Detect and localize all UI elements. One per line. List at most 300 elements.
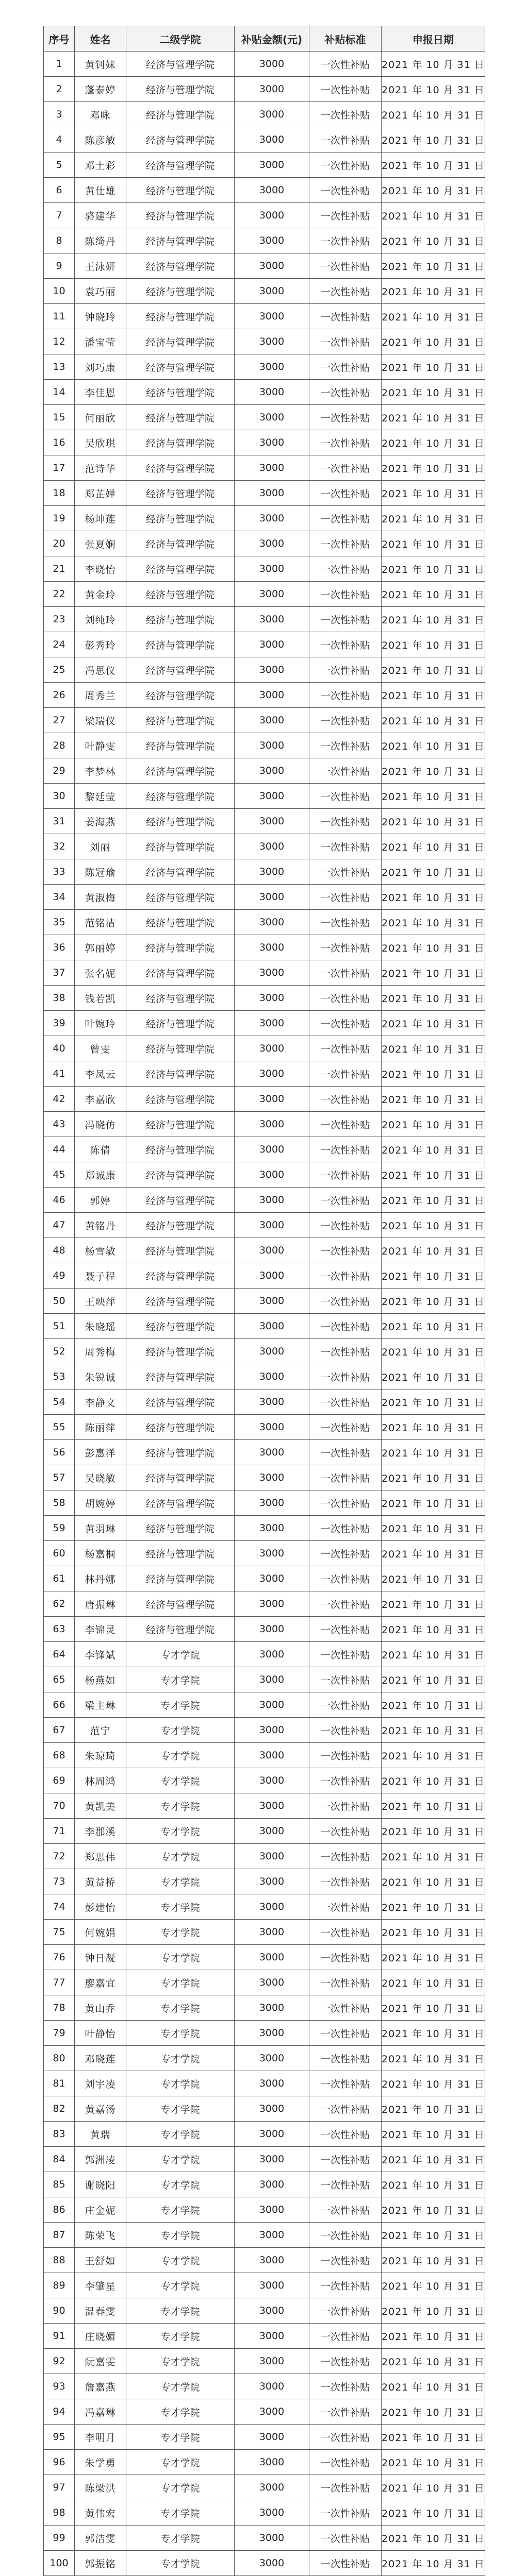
row-date: 2021 年 10 月 31 日 bbox=[382, 1844, 485, 1869]
row-date: 2021 年 10 月 31 日 bbox=[382, 582, 485, 607]
table-row bbox=[44, 152, 485, 178]
row-amount: 3000 bbox=[235, 1162, 309, 1188]
row-amount: 3000 bbox=[235, 758, 309, 784]
row-amount: 3000 bbox=[235, 986, 309, 1011]
row-college: 专才学院 bbox=[126, 2273, 235, 2298]
row-date: 2021 年 10 月 31 日 bbox=[382, 1667, 485, 1692]
row-index: 62 bbox=[44, 1591, 75, 1617]
row-index: 66 bbox=[44, 1692, 75, 1718]
row-amount: 3000 bbox=[235, 455, 309, 481]
row-standard: 一次性补贴 bbox=[309, 380, 382, 405]
row-standard: 一次性补贴 bbox=[309, 1819, 382, 1844]
row-date: 2021 年 10 月 31 日 bbox=[382, 1516, 485, 1541]
row-amount: 3000 bbox=[235, 1213, 309, 1238]
table-row bbox=[44, 2324, 485, 2349]
table-row bbox=[44, 910, 485, 935]
table-row bbox=[44, 1566, 485, 1591]
row-date: 2021 年 10 月 31 日 bbox=[382, 1617, 485, 1642]
row-index: 58 bbox=[44, 1490, 75, 1516]
row-college: 经济与管理学院 bbox=[126, 784, 235, 809]
row-college: 专才学院 bbox=[126, 2526, 235, 2551]
row-college: 经济与管理学院 bbox=[126, 506, 235, 531]
row-college: 专才学院 bbox=[126, 1970, 235, 1995]
row-date: 2021 年 10 月 31 日 bbox=[382, 1364, 485, 1389]
row-name: 范诗华 bbox=[75, 455, 126, 481]
row-college: 经济与管理学院 bbox=[126, 1036, 235, 1061]
row-college: 经济与管理学院 bbox=[126, 430, 235, 455]
row-standard: 一次性补贴 bbox=[309, 2147, 382, 2172]
row-index: 69 bbox=[44, 1768, 75, 1793]
row-date: 2021 年 10 月 31 日 bbox=[382, 52, 485, 77]
row-standard: 一次性补贴 bbox=[309, 733, 382, 758]
row-index: 77 bbox=[44, 1970, 75, 1995]
row-date: 2021 年 10 月 31 日 bbox=[382, 935, 485, 960]
row-amount: 3000 bbox=[235, 1945, 309, 1970]
row-standard: 一次性补贴 bbox=[309, 1667, 382, 1692]
row-standard: 一次性补贴 bbox=[309, 52, 382, 77]
row-date: 2021 年 10 月 31 日 bbox=[382, 1061, 485, 1087]
table-row bbox=[44, 809, 485, 834]
row-amount: 3000 bbox=[235, 2046, 309, 2071]
row-amount: 3000 bbox=[235, 2450, 309, 2475]
row-name: 陈冠瑜 bbox=[75, 859, 126, 885]
row-standard: 一次性补贴 bbox=[309, 1188, 382, 1213]
table-row bbox=[44, 1061, 485, 1087]
row-index: 33 bbox=[44, 859, 75, 885]
row-college: 经济与管理学院 bbox=[126, 1087, 235, 1112]
row-college: 经济与管理学院 bbox=[126, 1263, 235, 1289]
row-date: 2021 年 10 月 31 日 bbox=[382, 885, 485, 910]
row-college: 专才学院 bbox=[126, 1743, 235, 1768]
table-row bbox=[44, 2500, 485, 2526]
table-row bbox=[44, 2071, 485, 2096]
row-amount: 3000 bbox=[235, 708, 309, 733]
row-date: 2021 年 10 月 31 日 bbox=[382, 1793, 485, 1819]
row-standard: 一次性补贴 bbox=[309, 859, 382, 885]
row-college: 经济与管理学院 bbox=[126, 329, 235, 354]
row-amount: 3000 bbox=[235, 2197, 309, 2223]
table-row bbox=[44, 1793, 485, 1819]
row-amount: 3000 bbox=[235, 1289, 309, 1314]
row-standard: 一次性补贴 bbox=[309, 2197, 382, 2223]
row-amount: 3000 bbox=[235, 1061, 309, 1087]
row-college: 专才学院 bbox=[126, 1920, 235, 1945]
row-index: 78 bbox=[44, 1995, 75, 2021]
row-amount: 3000 bbox=[235, 1768, 309, 1793]
row-index: 35 bbox=[44, 910, 75, 935]
row-standard: 一次性补贴 bbox=[309, 2374, 382, 2399]
row-date: 2021 年 10 月 31 日 bbox=[382, 1263, 485, 1289]
row-standard: 一次性补贴 bbox=[309, 1793, 382, 1819]
row-standard: 一次性补贴 bbox=[309, 1591, 382, 1617]
row-date: 2021 年 10 月 31 日 bbox=[382, 834, 485, 859]
row-name: 刘丽 bbox=[75, 834, 126, 859]
row-standard: 一次性补贴 bbox=[309, 2551, 382, 2576]
row-name: 李佳恩 bbox=[75, 380, 126, 405]
row-index: 44 bbox=[44, 1137, 75, 1162]
subsidy-table bbox=[43, 26, 485, 2576]
row-name: 李嘉欣 bbox=[75, 1087, 126, 1112]
row-amount: 3000 bbox=[235, 354, 309, 380]
row-amount: 3000 bbox=[235, 1869, 309, 1894]
row-college: 经济与管理学院 bbox=[126, 1011, 235, 1036]
row-index: 14 bbox=[44, 380, 75, 405]
row-amount: 3000 bbox=[235, 2172, 309, 2197]
table-row bbox=[44, 2349, 485, 2374]
row-name: 彭惠洋 bbox=[75, 1440, 126, 1465]
row-index: 40 bbox=[44, 1036, 75, 1061]
row-index: 95 bbox=[44, 2425, 75, 2450]
table-row bbox=[44, 1642, 485, 1667]
row-name: 何婉娟 bbox=[75, 1920, 126, 1945]
row-name: 曾雯 bbox=[75, 1036, 126, 1061]
row-standard: 一次性补贴 bbox=[309, 253, 382, 279]
row-college: 经济与管理学院 bbox=[126, 859, 235, 885]
row-index: 81 bbox=[44, 2071, 75, 2096]
row-date: 2021 年 10 月 31 日 bbox=[382, 1087, 485, 1112]
row-index: 13 bbox=[44, 354, 75, 380]
row-index: 63 bbox=[44, 1617, 75, 1642]
row-name: 唐振琳 bbox=[75, 1591, 126, 1617]
row-name: 陈丽萍 bbox=[75, 1415, 126, 1440]
row-amount: 3000 bbox=[235, 253, 309, 279]
table-row bbox=[44, 1112, 485, 1137]
row-date: 2021 年 10 月 31 日 bbox=[382, 1945, 485, 1970]
row-amount: 3000 bbox=[235, 1087, 309, 1112]
row-date: 2021 年 10 月 31 日 bbox=[382, 607, 485, 632]
row-amount: 3000 bbox=[235, 2298, 309, 2324]
row-college: 专才学院 bbox=[126, 2223, 235, 2248]
row-index: 84 bbox=[44, 2147, 75, 2172]
row-standard: 一次性补贴 bbox=[309, 1137, 382, 1162]
row-name: 郭洁雯 bbox=[75, 2526, 126, 2551]
table-row bbox=[44, 1970, 485, 1995]
row-college: 经济与管理学院 bbox=[126, 1061, 235, 1087]
row-date: 2021 年 10 月 31 日 bbox=[382, 1768, 485, 1793]
row-college: 经济与管理学院 bbox=[126, 203, 235, 228]
row-standard: 一次性补贴 bbox=[309, 102, 382, 127]
table-row bbox=[44, 657, 485, 683]
table-row bbox=[44, 1995, 485, 2021]
row-college: 专才学院 bbox=[126, 2425, 235, 2450]
row-date: 2021 年 10 月 31 日 bbox=[382, 2172, 485, 2197]
row-index: 67 bbox=[44, 1718, 75, 1743]
row-amount: 3000 bbox=[235, 2551, 309, 2576]
row-amount: 3000 bbox=[235, 2071, 309, 2096]
row-date: 2021 年 10 月 31 日 bbox=[382, 481, 485, 506]
row-standard: 一次性补贴 bbox=[309, 2298, 382, 2324]
row-name: 叶静怡 bbox=[75, 2021, 126, 2046]
row-name: 黄铭丹 bbox=[75, 1213, 126, 1238]
table-header-row bbox=[44, 26, 485, 52]
row-standard: 一次性补贴 bbox=[309, 1289, 382, 1314]
row-amount: 3000 bbox=[235, 2349, 309, 2374]
row-amount: 3000 bbox=[235, 885, 309, 910]
row-college: 专才学院 bbox=[126, 1793, 235, 1819]
table-row bbox=[44, 2172, 485, 2197]
row-index: 96 bbox=[44, 2450, 75, 2475]
row-college: 经济与管理学院 bbox=[126, 607, 235, 632]
row-name: 梁主琳 bbox=[75, 1692, 126, 1718]
table-row bbox=[44, 1692, 485, 1718]
row-standard: 一次性补贴 bbox=[309, 2096, 382, 2122]
header-amount: 补贴金额(元) bbox=[235, 26, 309, 52]
row-name: 林丹娜 bbox=[75, 1566, 126, 1591]
row-name: 杨雪敏 bbox=[75, 1238, 126, 1263]
row-standard: 一次性补贴 bbox=[309, 1642, 382, 1667]
table-row bbox=[44, 1339, 485, 1364]
row-name: 陈荣飞 bbox=[75, 2223, 126, 2248]
row-date: 2021 年 10 月 31 日 bbox=[382, 1289, 485, 1314]
table-row bbox=[44, 1617, 485, 1642]
row-college: 专才学院 bbox=[126, 2399, 235, 2425]
row-amount: 3000 bbox=[235, 2122, 309, 2147]
row-standard: 一次性补贴 bbox=[309, 910, 382, 935]
row-standard: 一次性补贴 bbox=[309, 1465, 382, 1490]
row-standard: 一次性补贴 bbox=[309, 2223, 382, 2248]
row-college: 经济与管理学院 bbox=[126, 481, 235, 506]
table-row bbox=[44, 405, 485, 430]
row-date: 2021 年 10 月 31 日 bbox=[382, 354, 485, 380]
row-name: 李明月 bbox=[75, 2425, 126, 2450]
table-row bbox=[44, 380, 485, 405]
row-college: 专才学院 bbox=[126, 2172, 235, 2197]
row-name: 陈绮丹 bbox=[75, 228, 126, 253]
row-amount: 3000 bbox=[235, 2500, 309, 2526]
row-college: 专才学院 bbox=[126, 2197, 235, 2223]
row-college: 专才学院 bbox=[126, 1995, 235, 2021]
row-date: 2021 年 10 月 31 日 bbox=[382, 430, 485, 455]
row-index: 52 bbox=[44, 1339, 75, 1364]
row-standard: 一次性补贴 bbox=[309, 986, 382, 1011]
row-name: 阮嘉雯 bbox=[75, 2349, 126, 2374]
row-date: 2021 年 10 月 31 日 bbox=[382, 1541, 485, 1566]
row-name: 黎廷莹 bbox=[75, 784, 126, 809]
row-standard: 一次性补贴 bbox=[309, 2399, 382, 2425]
row-index: 75 bbox=[44, 1920, 75, 1945]
row-index: 15 bbox=[44, 405, 75, 430]
row-date: 2021 年 10 月 31 日 bbox=[382, 2273, 485, 2298]
row-standard: 一次性补贴 bbox=[309, 2172, 382, 2197]
row-college: 经济与管理学院 bbox=[126, 885, 235, 910]
row-standard: 一次性补贴 bbox=[309, 582, 382, 607]
row-college: 经济与管理学院 bbox=[126, 1541, 235, 1566]
row-amount: 3000 bbox=[235, 1743, 309, 1768]
table-row bbox=[44, 2248, 485, 2273]
row-standard: 一次性补贴 bbox=[309, 556, 382, 582]
table-row bbox=[44, 2122, 485, 2147]
row-standard: 一次性补贴 bbox=[309, 329, 382, 354]
row-amount: 3000 bbox=[235, 506, 309, 531]
table-row bbox=[44, 2273, 485, 2298]
table-row bbox=[44, 253, 485, 279]
row-name: 王舒如 bbox=[75, 2248, 126, 2273]
row-college: 专才学院 bbox=[126, 2298, 235, 2324]
row-amount: 3000 bbox=[235, 1011, 309, 1036]
row-name: 李肇星 bbox=[75, 2273, 126, 2298]
row-index: 28 bbox=[44, 733, 75, 758]
row-standard: 一次性补贴 bbox=[309, 1440, 382, 1465]
row-date: 2021 年 10 月 31 日 bbox=[382, 380, 485, 405]
row-amount: 3000 bbox=[235, 1844, 309, 1869]
row-date: 2021 年 10 月 31 日 bbox=[382, 77, 485, 102]
row-amount: 3000 bbox=[235, 2096, 309, 2122]
row-college: 经济与管理学院 bbox=[126, 556, 235, 582]
row-college: 经济与管理学院 bbox=[126, 228, 235, 253]
row-date: 2021 年 10 月 31 日 bbox=[382, 1036, 485, 1061]
table-row bbox=[44, 1440, 485, 1465]
row-date: 2021 年 10 月 31 日 bbox=[382, 986, 485, 1011]
row-index: 100 bbox=[44, 2551, 75, 2576]
row-date: 2021 年 10 月 31 日 bbox=[382, 1920, 485, 1945]
row-amount: 3000 bbox=[235, 1667, 309, 1692]
table-row bbox=[44, 2096, 485, 2122]
row-date: 2021 年 10 月 31 日 bbox=[382, 1440, 485, 1465]
row-standard: 一次性补贴 bbox=[309, 2526, 382, 2551]
row-index: 3 bbox=[44, 102, 75, 127]
table-row bbox=[44, 127, 485, 152]
row-college: 经济与管理学院 bbox=[126, 1314, 235, 1339]
row-amount: 3000 bbox=[235, 1263, 309, 1289]
table-row bbox=[44, 2298, 485, 2324]
row-index: 29 bbox=[44, 758, 75, 784]
row-date: 2021 年 10 月 31 日 bbox=[382, 329, 485, 354]
row-name: 冯嘉琳 bbox=[75, 2399, 126, 2425]
table-row bbox=[44, 2475, 485, 2500]
table-row bbox=[44, 481, 485, 506]
row-standard: 一次性补贴 bbox=[309, 1995, 382, 2021]
row-date: 2021 年 10 月 31 日 bbox=[382, 506, 485, 531]
table-row bbox=[44, 52, 485, 77]
row-index: 88 bbox=[44, 2248, 75, 2273]
row-date: 2021 年 10 月 31 日 bbox=[382, 228, 485, 253]
table-row bbox=[44, 859, 485, 885]
row-date: 2021 年 10 月 31 日 bbox=[382, 2122, 485, 2147]
row-name: 杨嘉桐 bbox=[75, 1541, 126, 1566]
row-date: 2021 年 10 月 31 日 bbox=[382, 127, 485, 152]
row-college: 专才学院 bbox=[126, 2324, 235, 2349]
row-amount: 3000 bbox=[235, 1389, 309, 1415]
row-index: 97 bbox=[44, 2475, 75, 2500]
row-college: 专才学院 bbox=[126, 2374, 235, 2399]
row-name: 温春雯 bbox=[75, 2298, 126, 2324]
row-name: 王泳妍 bbox=[75, 253, 126, 279]
row-name: 何丽欣 bbox=[75, 405, 126, 430]
row-name: 吴晓敏 bbox=[75, 1465, 126, 1490]
table-row bbox=[44, 1389, 485, 1415]
row-standard: 一次性补贴 bbox=[309, 1314, 382, 1339]
row-amount: 3000 bbox=[235, 2273, 309, 2298]
row-college: 经济与管理学院 bbox=[126, 935, 235, 960]
row-standard: 一次性补贴 bbox=[309, 758, 382, 784]
row-date: 2021 年 10 月 31 日 bbox=[382, 2021, 485, 2046]
row-name: 李锋斌 bbox=[75, 1642, 126, 1667]
row-date: 2021 年 10 月 31 日 bbox=[382, 1162, 485, 1188]
header-name: 姓名 bbox=[75, 26, 126, 52]
table-row bbox=[44, 2046, 485, 2071]
row-date: 2021 年 10 月 31 日 bbox=[382, 2526, 485, 2551]
row-standard: 一次性补贴 bbox=[309, 228, 382, 253]
row-index: 98 bbox=[44, 2500, 75, 2526]
row-index: 94 bbox=[44, 2399, 75, 2425]
row-amount: 3000 bbox=[235, 910, 309, 935]
row-date: 2021 年 10 月 31 日 bbox=[382, 1490, 485, 1516]
row-index: 22 bbox=[44, 582, 75, 607]
row-name: 郑诚康 bbox=[75, 1162, 126, 1188]
row-standard: 一次性补贴 bbox=[309, 1112, 382, 1137]
row-college: 经济与管理学院 bbox=[126, 1137, 235, 1162]
row-college: 专才学院 bbox=[126, 2475, 235, 2500]
row-name: 张名妮 bbox=[75, 960, 126, 986]
row-name: 范铭洁 bbox=[75, 910, 126, 935]
row-date: 2021 年 10 月 31 日 bbox=[382, 784, 485, 809]
row-amount: 3000 bbox=[235, 1440, 309, 1465]
row-date: 2021 年 10 月 31 日 bbox=[382, 2324, 485, 2349]
row-name: 黄伟宏 bbox=[75, 2500, 126, 2526]
table-row bbox=[44, 986, 485, 1011]
table-row bbox=[44, 2450, 485, 2475]
row-amount: 3000 bbox=[235, 2147, 309, 2172]
table-row bbox=[44, 1263, 485, 1289]
row-index: 45 bbox=[44, 1162, 75, 1188]
row-name: 陈梁洪 bbox=[75, 2475, 126, 2500]
row-amount: 3000 bbox=[235, 203, 309, 228]
row-amount: 3000 bbox=[235, 430, 309, 455]
row-college: 经济与管理学院 bbox=[126, 1188, 235, 1213]
row-amount: 3000 bbox=[235, 1617, 309, 1642]
table-row bbox=[44, 784, 485, 809]
row-name: 郑思伟 bbox=[75, 1844, 126, 1869]
row-date: 2021 年 10 月 31 日 bbox=[382, 556, 485, 582]
row-name: 李锦灵 bbox=[75, 1617, 126, 1642]
table-row bbox=[44, 1465, 485, 1490]
row-index: 16 bbox=[44, 430, 75, 455]
row-standard: 一次性补贴 bbox=[309, 1162, 382, 1188]
table-row bbox=[44, 1036, 485, 1061]
row-standard: 一次性补贴 bbox=[309, 1844, 382, 1869]
table-row bbox=[44, 1869, 485, 1894]
row-index: 38 bbox=[44, 986, 75, 1011]
row-name: 朱晓瑶 bbox=[75, 1314, 126, 1339]
row-name: 李静文 bbox=[75, 1389, 126, 1415]
table-row bbox=[44, 354, 485, 380]
row-college: 经济与管理学院 bbox=[126, 1289, 235, 1314]
row-amount: 3000 bbox=[235, 1238, 309, 1263]
row-standard: 一次性补贴 bbox=[309, 885, 382, 910]
row-amount: 3000 bbox=[235, 683, 309, 708]
row-index: 65 bbox=[44, 1667, 75, 1692]
row-amount: 3000 bbox=[235, 178, 309, 203]
row-date: 2021 年 10 月 31 日 bbox=[382, 1591, 485, 1617]
row-amount: 3000 bbox=[235, 1819, 309, 1844]
row-date: 2021 年 10 月 31 日 bbox=[382, 2450, 485, 2475]
row-name: 邓晓莲 bbox=[75, 2046, 126, 2071]
row-amount: 3000 bbox=[235, 1490, 309, 1516]
row-college: 经济与管理学院 bbox=[126, 1465, 235, 1490]
table-row bbox=[44, 2147, 485, 2172]
row-amount: 3000 bbox=[235, 657, 309, 683]
row-college: 经济与管理学院 bbox=[126, 304, 235, 329]
row-date: 2021 年 10 月 31 日 bbox=[382, 2500, 485, 2526]
row-index: 42 bbox=[44, 1087, 75, 1112]
row-index: 11 bbox=[44, 304, 75, 329]
table-row bbox=[44, 1415, 485, 1440]
row-amount: 3000 bbox=[235, 1364, 309, 1389]
row-date: 2021 年 10 月 31 日 bbox=[382, 683, 485, 708]
row-index: 59 bbox=[44, 1516, 75, 1541]
row-index: 7 bbox=[44, 203, 75, 228]
row-standard: 一次性补贴 bbox=[309, 960, 382, 986]
